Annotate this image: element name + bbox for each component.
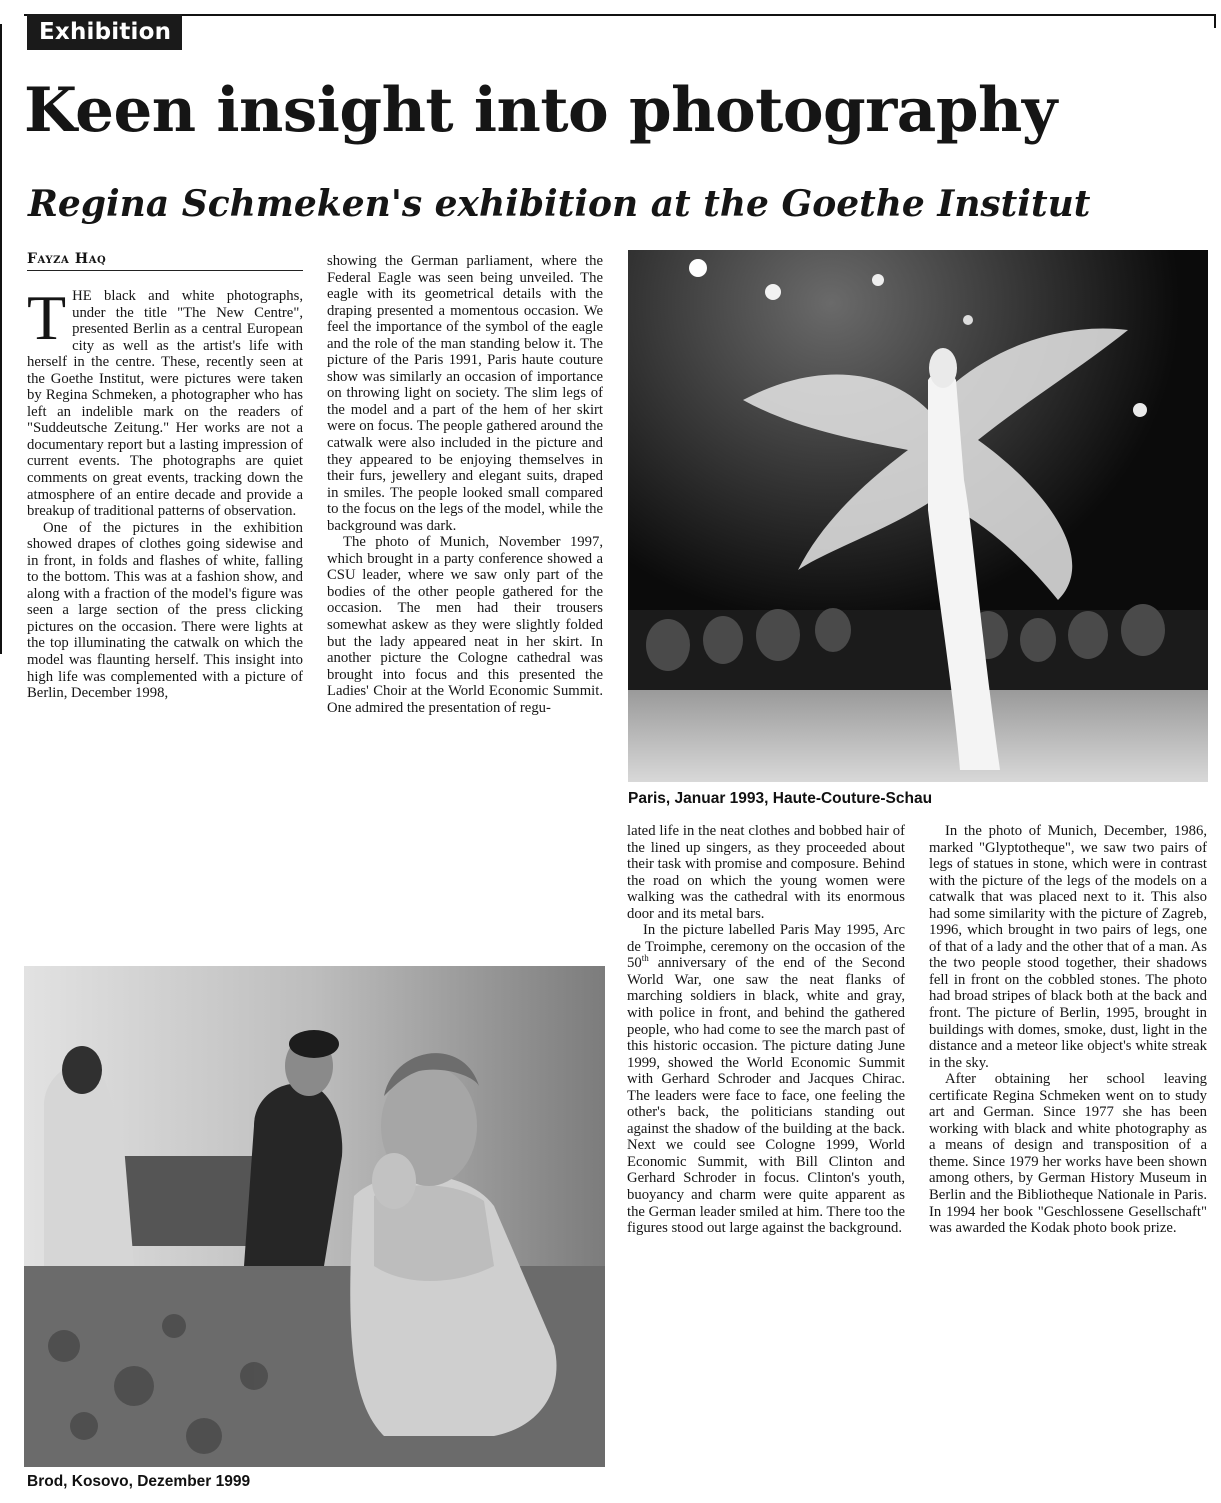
paragraph (27, 288, 303, 520)
paragraph: The photo of Munich, November 1997, which brought in a party conference showed a CSU leader, where we saw only part of the bodies of the other people gathered for the occasion. The men had their trousers somewhat askew as they were slightly folded but the lady appeared neat in her skirt. In another picture the Cologne cathedral was brought into focus and this presented the Ladies' Choir at the World Economic Summit. One admired the presentation of regu- (327, 534, 603, 716)
paragraph-text: In the picture labelled Paris May 1995, Arc de Troimphe, ceremony on the occasion of the 50 (627, 922, 905, 972)
section-tag: Exhibition (27, 14, 182, 50)
photo-paris-image (628, 250, 1208, 782)
photo-brod-kosovo (24, 966, 605, 1467)
paragraph: One of the pictures in the exhibition showed drapes of clothes going sidewise and in front, in folds and flashes of white, falling to the bottom. This was at a fashion show, and along with a fraction of the model's figure was seen a large section of the press clicking pictures on the occasion. There were lights at the top illuminating the catwalk on which the model was flaunting herself. This insight into high life was complemented with a picture of Berlin, December 1998, (27, 519, 303, 702)
photo-paris-fashion-show (628, 250, 1208, 782)
photo-brod-image (24, 966, 605, 1467)
paragraph: lated life in the neat clothes and bobbed hair of the lined up singers, as they proceeded about their task with promise and composure. Behind the road on which the young women were walking was the cathedral with its enormous door and its metal bars. (627, 823, 905, 922)
paragraph-text: anniversary of the end of the Second World War, one saw the neat flanks of marching soldiers in black, white and gray, with police in front, and behind the gathered people, who had come to see the march past of this historic occasion. The picture dating June 1999, showed the World Economic Summit with Gerhard Schroder and Jacques Chirac. The leaders were face to face, one feeling the other's back, the politicians standing out against the shadow of the building at the back. Next we could see Cologne 1999, World Economic Summit, with Bill Clinton and Gerhard Schroder in focus. Clinton's youth, buoyancy and charm were quite apparent as the German leader smiled at him. There too the figures stood out large against the background. (627, 955, 905, 1237)
article-column-1 (27, 288, 303, 960)
byline: Fayza Haq (27, 249, 303, 271)
paragraph: After obtaining her school leaving certificate Regina Schmeken went on to study art and German. Since 1977 she has been working with black and white photography as a means of design and transposition of a theme. Since 1979 her works have been shown among others, by German History Museum in Berlin and the Bibliotheque Nationale in Paris. In 1994 her book "Geschlossene Gesellschaft" was awarded the Kodak photo book prize. (929, 1071, 1207, 1237)
top-rule (24, 14, 1216, 16)
right-rule-tick (1214, 14, 1216, 28)
paragraph-text: HE black and white photographs, under the title "The New Centre", presented Berlin as a central European city as well as the artist's life with herself in the centre. These, recently seen at the Goethe Institut, were pictures were taken by Regina Schmeken, a photographer who has left an indelible mark on the readers of "Suddeutsche Zeitung." Her works are not a documentary report but a lasting impression of current events. The photographs are quiet comments on great events, tracking down the atmosphere of an entire decade and provide a breakup of traditional patterns of observation. (27, 288, 303, 520)
subheadline: Regina Schmeken's exhibition at the Goethe Institut (28, 183, 1091, 225)
paragraph (627, 922, 905, 1236)
superscript: th (641, 953, 649, 964)
headline: Keen insight into photography (24, 75, 1057, 146)
drop-cap: T (27, 288, 67, 353)
photo-brod-caption: Brod, Kosovo, Dezember 1999 (27, 1473, 251, 1490)
paragraph: showing the German parliament, where the Federal Eagle was seen being unveiled. The eagle with its geometrical details with the draping presented a momentous occasion. We feel the importance of the symbol of the eagle and the role of the man standing below it. The picture of the Paris 1991, Paris haute couture show was similarly an occasion of importance on throwing light on society. The slim legs of the model and a part of the hem of her skirt were on focus. The people gathered around the catwalk were also included in the picture and they appeared to be enjoying themselves in their furs, jewellery and elegant suits, draped in smiles. The people looked small compared to the focus on the legs of the model, while the background was dark. (327, 253, 603, 534)
left-rule (0, 24, 2, 654)
article-column-3 (627, 823, 905, 1483)
photo-paris-caption: Paris, Januar 1993, Haute-Couture-Schau (628, 790, 933, 807)
article-column-4 (929, 823, 1207, 1483)
paragraph: In the photo of Munich, December, 1986, marked "Glyptotheque", we saw two pairs of legs of statues in stone, which were in contrast with the picture of the legs of the models on a catwalk that was placed next to it. This also had some similarity with the picture of Zagreb, 1996, which brought in two pairs of legs, one of that of a lady and the other that of a man. As the two people stood together, their shadows fell in front on the cobbled stones. The photo had broad stripes of black both at the back and front. The picture of Berlin, 1995, brought in buildings with domes, smoke, dust, light in the distance and a meteor like object's white streak in the sky. (929, 823, 1207, 1071)
article-column-2 (327, 253, 603, 961)
